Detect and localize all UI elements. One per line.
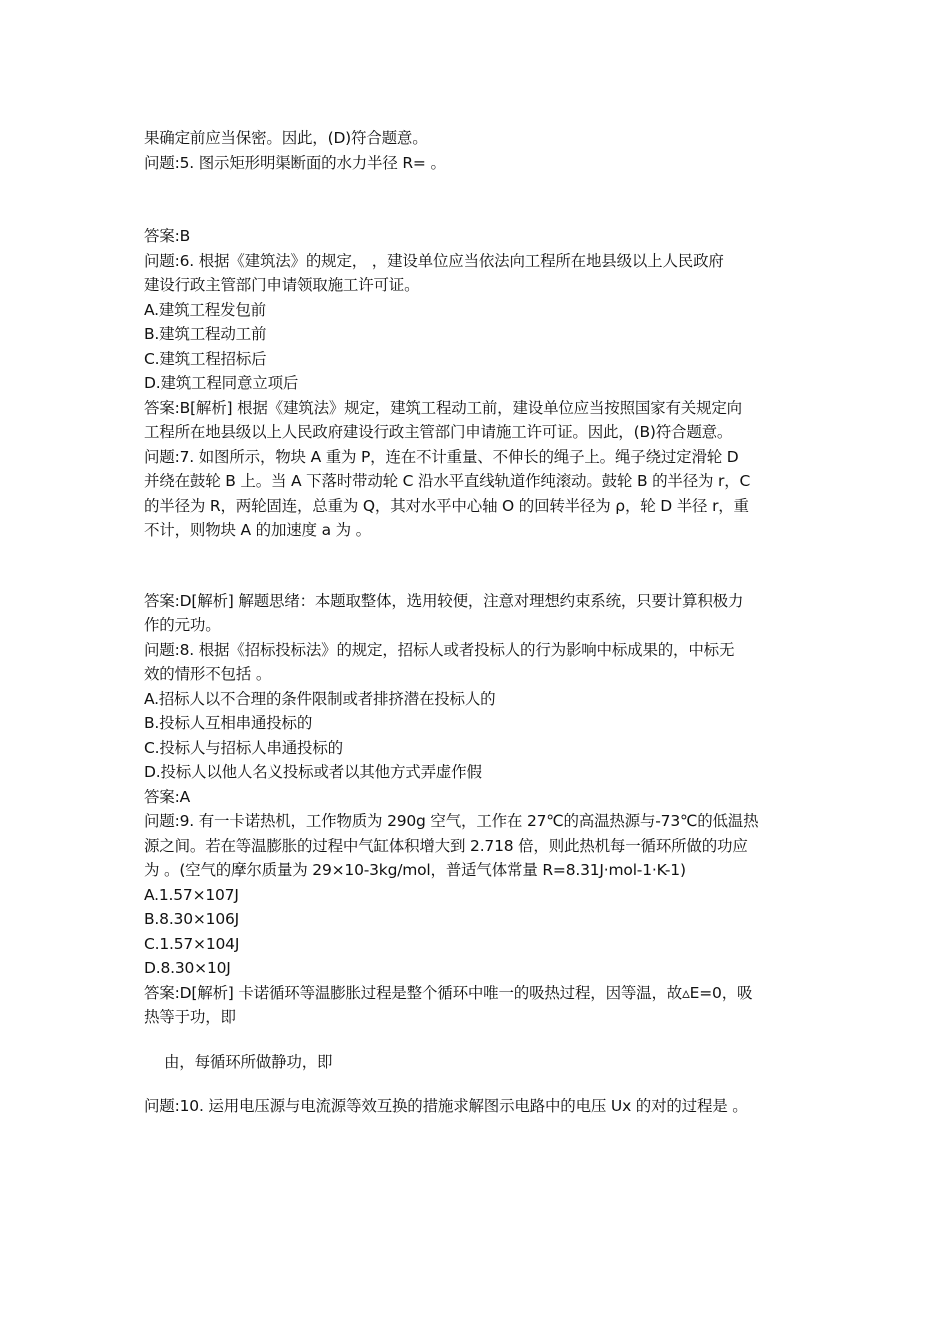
option-9a: A.1.57×107J (144, 885, 239, 904)
question-6-cont: 建设行政主管部门申请领取施工许可证。 (144, 276, 420, 294)
question-7-cont-3: 不计，则物块 A 的加速度 a 为 。 (144, 521, 371, 539)
option-6b: B.建筑工程动工前 (144, 325, 267, 343)
question-7: 问题:7. 如图所示，物块 A 重为 P，连在不计重量、不伸长的绳子上。绳子绕过定滑轮 D (144, 447, 739, 466)
answer-5: 答案:B (144, 227, 191, 245)
answer-6-cont: 工程所在地县级以上人民政府建设行政主管部门申请施工许可证。因此，(B)符合题意。 (144, 423, 733, 441)
option-6a: A.建筑工程发包前 (144, 300, 266, 319)
answer-7-cont: 作的元功。 (144, 616, 221, 634)
question-7-cont-2: 的半径为 R，两轮固连，总重为 Q，其对水平中心轴 O 的回转半径为 ρ，轮 D 半径 r，重 (144, 496, 749, 515)
question-8-cont: 效的情形不包括 。 (144, 665, 272, 683)
option-9b: B.8.30×106J (144, 910, 240, 928)
answer-9-work: 由，每循环所做静功，即 (164, 1052, 333, 1071)
question-9-cont-2: 为 。(空气的摩尔质量为 29×10-3kg/mol，普适气体常量 R=8.31J·mol-1·K-1) (144, 861, 686, 879)
question-9-cont-1: 源之间。若在等温膨胀的过程中气缸体积增大到 2.718 倍，则此热机每一循环所做的功应 (144, 836, 748, 855)
formula-placeholder-q9-2 (144, 1074, 812, 1094)
text-line-q4-conclusion: 果确定前应当保密。因此，(D)符合题意。 (144, 129, 428, 147)
option-8a: A.招标人以不合理的条件限制或者排挤潜在投标人的 (144, 689, 496, 708)
figure-placeholder-q7 (144, 543, 812, 589)
question-10: 问题:10. 运用电压源与电流源等效互换的措施求解图示电路中的电压 Ux 的对的过程是 。 (144, 1097, 748, 1115)
option-6c: C.建筑工程招标后 (144, 349, 267, 368)
question-9: 问题:9. 有一卡诺热机，工作物质为 290g 空气，工作在 27℃的高温热源与-73℃的低温热 (144, 812, 759, 830)
option-6d: D.建筑工程同意立项后 (144, 374, 299, 392)
document-page (144, 126, 812, 1119)
question-7-cont-1: 并绕在鼓轮 B 上。当 A 下落时带动轮 C 沿水平直线轨道作纯滚动。鼓轮 B 的半径为 r，C (144, 472, 751, 490)
option-8b: B.投标人互相串通投标的 (144, 714, 313, 732)
answer-9-cont: 热等于功，即 (144, 1008, 236, 1026)
question-6: 问题:6. 根据《建筑法》的规定， ，建设单位应当依法向工程所在地县级以上人民政府 (144, 251, 724, 270)
option-9d: D.8.30×10J (144, 959, 231, 977)
answer-9: 答案:D[解析] 卡诺循环等温膨胀过程是整个循环中唯一的吸热过程，因等温，故▵E=0，吸 (144, 983, 753, 1002)
option-8c: C.投标人与招标人串通投标的 (144, 738, 343, 757)
answer-8: 答案:A (144, 787, 191, 806)
formula-placeholder-q9 (144, 1030, 812, 1050)
answer-6: 答案:B[解析] 根据《建筑法》规定，建筑工程动工前，建设单位应当按照国家有关规定向 (144, 398, 742, 417)
option-8d: D.投标人以他人名义投标或者以其他方式弄虚作假 (144, 763, 482, 781)
answer-7: 答案:D[解析] 解题思绪：本题取整体，选用较便，注意对理想约束系统，只要计算积极力 (144, 591, 744, 610)
question-5: 问题:5. 图示矩形明渠断面的水力半径 R= 。 (144, 153, 446, 172)
question-8: 问题:8. 根据《招标投标法》的规定，招标人或者投标人的行为影响中标成果的，中标无 (144, 640, 735, 659)
figure-placeholder-q5 (144, 175, 812, 224)
option-9c: C.1.57×104J (144, 934, 240, 953)
